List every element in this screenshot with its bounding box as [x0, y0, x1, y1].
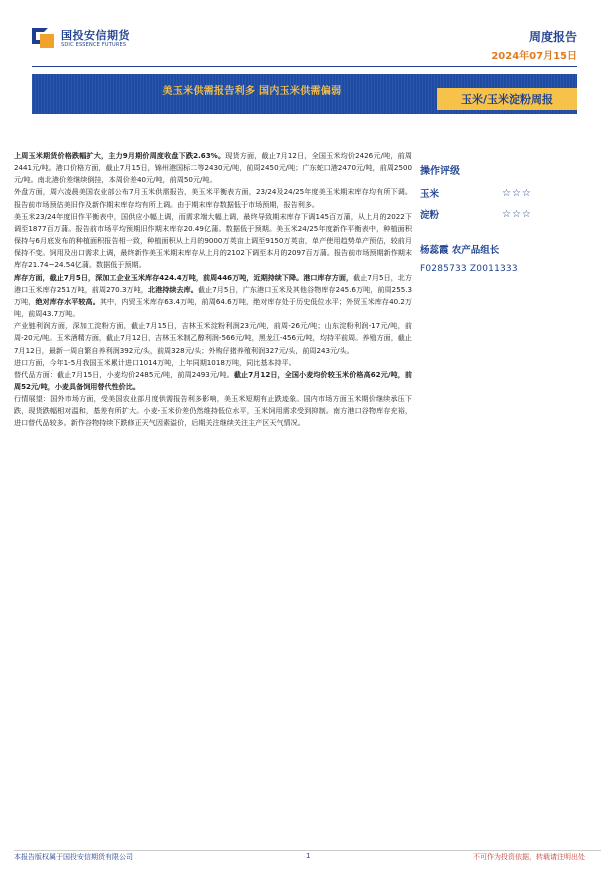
inventory-north-port-text: 截止7月5日，北方港口玉米库存251万吨，前周270.3万吨， [14, 272, 413, 294]
logo-company-name: 国投安信期货 [61, 29, 130, 42]
rating-stars-starch-icon: ☆☆☆ [502, 208, 532, 220]
market-summary-text: 现货方面，截止7月12日，全国玉米均价2426元/吨，前周2441元/吨。港口价格方面，截止7月15日，锦州港国标二等2430元/吨，前周2450元/吨；广东蛇口港2470元/吨，前周2500元/吨。南北港价差继续倒挂，本周价差40元/吨，前周50元/吨。 [14, 151, 413, 185]
paragraph-inventory [14, 272, 412, 321]
substitutes-text: 替代品方面：截止7月15日，小麦均价2485元/吨，前周2493元/吨。 [14, 369, 234, 379]
rating-label-corn: 玉米 [420, 189, 440, 200]
logo-mark-icon [32, 28, 56, 50]
paragraph-market-summary [14, 150, 412, 186]
inventory-north-port-conclusion: 北港持续去库。 [147, 284, 198, 294]
rating-sidebar [420, 162, 590, 274]
report-category-tag [437, 88, 577, 110]
paragraph-imports: 进口方面，今年1-5月我国玉米累计进口1014万吨，上年同期1018万吨，同比基本持平。 [14, 357, 296, 367]
header-divider [32, 66, 577, 67]
report-title: 美玉米供需报告利多 国内玉米供需偏弱 [162, 86, 342, 97]
logo-company-english-name: SDIC ESSENCE FUTURES [61, 42, 127, 48]
logo-text [61, 29, 130, 49]
substitutes-conclusion: 截止7月12日，全国小麦均价较玉米价格高62元/吨，前周52元/吨，小麦具备饲用替代性价比。 [14, 369, 412, 391]
rating-row-corn [420, 186, 590, 200]
inventory-guangdong-text: 截止7月5日，广东港口玉米及其他谷物库存245.6万吨，前周255.3万吨， [14, 284, 412, 306]
report-category-label: 玉米/玉米淀粉周报 [460, 93, 554, 106]
inventory-breakdown-text: 其中，内贸玉米库存63.4万吨，前周64.6万吨，绝对库存处于历史低位水平；外贸玉米库存40.2万吨，前周43.7万吨。 [14, 296, 413, 319]
paragraph-outlook: 行情展望：国外市场方面，受美国农业部月度供需报告利多影响，美玉米短期有止跌迹象。国内市场方面玉米期价继续承压下跌，现货跌幅相对温和，基差有所扩大。小麦-玉米价差仍然维持低位水平，玉米饲用需求受到抑制。南方港口谷物库存充裕，进口替代品较多。新作谷物持续下跌修正天气因素溢价，后期关注继续关注主产区天气情况。 [14, 394, 412, 428]
rating-title: 操作评级 [420, 166, 460, 177]
market-summary-headline: 上周玉米期货价格跌幅扩大，主力9月期价周度收盘下跌2.63%。 [14, 151, 226, 160]
paragraph-balance-sheet: 美玉米23/24年度旧作平衡表中，国供应小幅上调，而需求端大幅上调，最终导致期末库存下调145百万蒲，从上月的2022下调至1877百万蒲。报告前市场平均预期旧作期末库存20.49亿蒲。数据低于预期。美玉米24/25年度新作平衡表中，种植面积保持与6月底发布的种植面积报告相一致，种植面积从上月的9000万英亩上调至9150万英亩，单产使用趋势单产预估，较前月保持不变。饲用及出口需求上调，最终新作美玉米期末库存从上月的2102下调至本月的2097百万蒲。报告前市场预期新作期末库存21.74~24.54亿蒲。数据低于预期。 [14, 211, 412, 270]
company-logo [32, 28, 130, 50]
paragraph-usda-report: 外盘方面，周六凌晨美国农业部公布7月玉米供需报告，美玉米平衡表方面，23/24及24/25年度美玉米期末库存均有所下调。报告前市场预估美旧作及新作期末库存均有所上调。由于期末库存数据低于市场预期，报告利多。 [14, 187, 412, 209]
report-date: 2024年07月15日 [491, 51, 577, 62]
analyst-license: F0285733 Z0011333 [420, 264, 518, 274]
rating-stars-corn-icon: ☆☆☆ [502, 187, 532, 199]
footer-copyright: 本报告版权属于国投安信期货有限公司 [14, 853, 133, 861]
footer-disclaimer: 不可作为投资依据，转载请注明出处 [473, 853, 585, 861]
page-number: 1 [306, 852, 311, 860]
paragraph-substitutes [14, 369, 412, 393]
footer-divider [14, 850, 601, 851]
analyst-name: 杨蕊霞 农产品组长 [420, 245, 500, 256]
report-type: 周度报告 [528, 30, 577, 44]
paragraph-profit: 产业链利润方面，深加工淀粉方面，截止7月15日，吉林玉米淀粉利润23元/吨，前周-26元/吨；山东淀粉利润-17元/吨，前周-20元/吨。玉米酒精方面，截止7月12日，吉林玉米制乙醇利润-566元/吨，黑龙江-456元/吨，均持平前周。养殖方面，截止7月12日，最新一周自繁自养利润392元/头，前周328元/头；外购仔猪养殖利润327元/头，前周243元/头。 [14, 321, 412, 355]
inventory-processing-stock: 截止7月5日，深加工企业玉米库存424.4万吨，前周446万吨，近期持续下降。港口库存方面， [49, 272, 354, 282]
inventory-lead: 库存方面， [14, 272, 50, 282]
report-body [14, 150, 412, 430]
rating-row-starch [420, 207, 590, 221]
rating-label-starch: 淀粉 [420, 210, 440, 221]
inventory-guangdong-conclusion: 绝对库存水平较高。 [35, 296, 100, 306]
